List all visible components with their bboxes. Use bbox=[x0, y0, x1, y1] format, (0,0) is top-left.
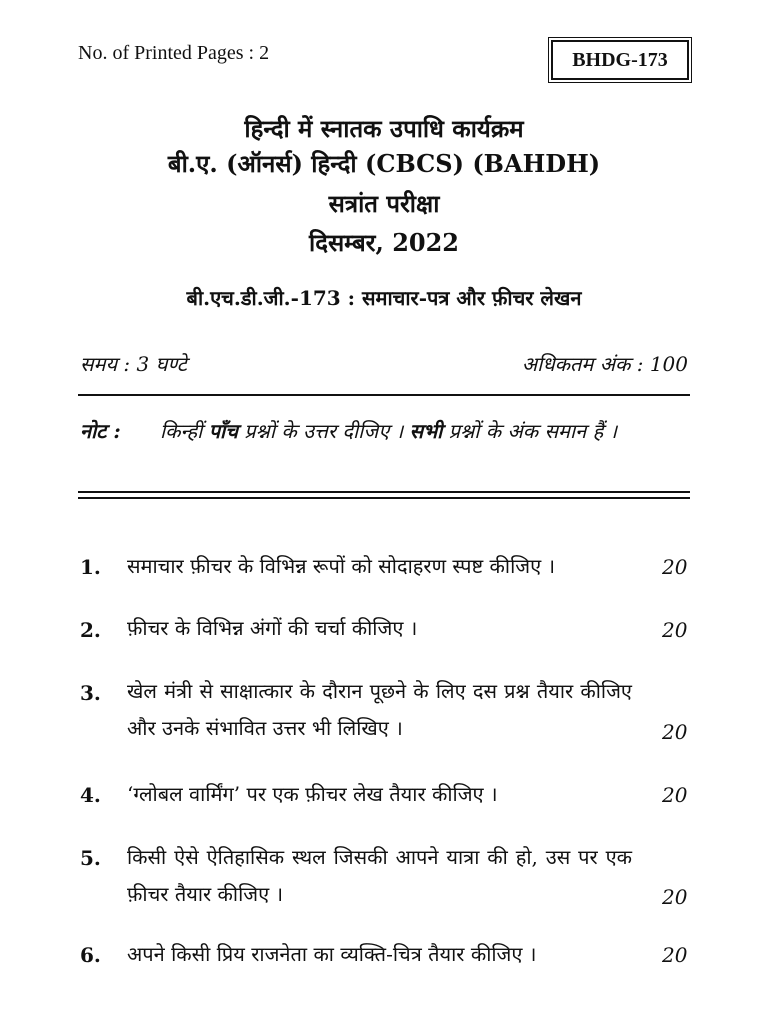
question-number: 2. bbox=[80, 618, 101, 642]
course-title: बी.एच.डी.जी.-173 : समाचार-पत्र और फ़ीचर लेखन bbox=[186, 286, 582, 310]
printed-pages-count: No. of Printed Pages : 2 bbox=[78, 42, 270, 64]
exam-date: दिसम्बर, 2022 bbox=[308, 228, 459, 257]
note-label: नोट : bbox=[80, 419, 121, 443]
question-text: फ़ीचर के विभिन्न अंगों की चर्चा कीजिए । bbox=[127, 616, 418, 640]
programme-title: हिन्दी में स्नातक उपाधि कार्यक्रम bbox=[244, 114, 524, 143]
question-marks: 20 bbox=[662, 720, 688, 744]
question-text: अपने किसी प्रिय राजनेता का व्यक्ति-चित्र तैयार कीजिए । bbox=[127, 942, 537, 966]
note-bold-all: सभी bbox=[409, 419, 443, 443]
time-allowed: समय : 3 घण्टे bbox=[80, 352, 187, 376]
note-part: किन्हीं bbox=[160, 419, 209, 443]
question-text: ‘ग्लोबल वार्मिंग’ पर एक फ़ीचर लेख तैयार कीजिए । bbox=[127, 782, 498, 806]
question-number: 6. bbox=[80, 943, 101, 967]
question-marks: 20 bbox=[662, 783, 688, 807]
note-part: प्रश्नों के अंक समान हैं । bbox=[442, 419, 618, 443]
question-text: खेल मंत्री से साक्षात्कार के दौरान पूछने के लिए दस प्रश्न तैयार कीजिए और उनके संभावित उत्तर भी लिखिए । bbox=[127, 679, 632, 740]
divider-line bbox=[78, 394, 690, 396]
question-marks: 20 bbox=[662, 885, 688, 909]
note-text bbox=[160, 413, 690, 449]
note-bold-five: पाँच bbox=[208, 419, 238, 443]
question-marks: 20 bbox=[662, 943, 688, 967]
note-part: प्रश्नों के उत्तर दीजिए । bbox=[237, 419, 410, 443]
paper-code-box: BHDG-173 bbox=[551, 40, 689, 80]
question-marks: 20 bbox=[662, 618, 688, 642]
question-text: समाचार फ़ीचर के विभिन्न रूपों को सोदाहरण स्पष्ट कीजिए । bbox=[127, 554, 556, 578]
question-marks: 20 bbox=[662, 555, 688, 579]
question-number: 5. bbox=[80, 846, 101, 870]
exam-type: सत्रांत परीक्षा bbox=[328, 189, 440, 218]
double-divider-bottom bbox=[78, 497, 690, 499]
degree-title: बी.ए. (ऑनर्स) हिन्दी (CBCS) (BAHDH) bbox=[167, 149, 601, 178]
question-number: 1. bbox=[80, 555, 101, 579]
question-text: किसी ऐसे ऐतिहासिक स्थल जिसकी आपने यात्रा की हो, उस पर एक फ़ीचर तैयार कीजिए । bbox=[127, 845, 632, 906]
maximum-marks: अधिकतम अंक : 100 bbox=[521, 352, 688, 376]
double-divider-top bbox=[78, 491, 690, 493]
question-number: 4. bbox=[80, 783, 101, 807]
question-number: 3. bbox=[80, 681, 101, 705]
